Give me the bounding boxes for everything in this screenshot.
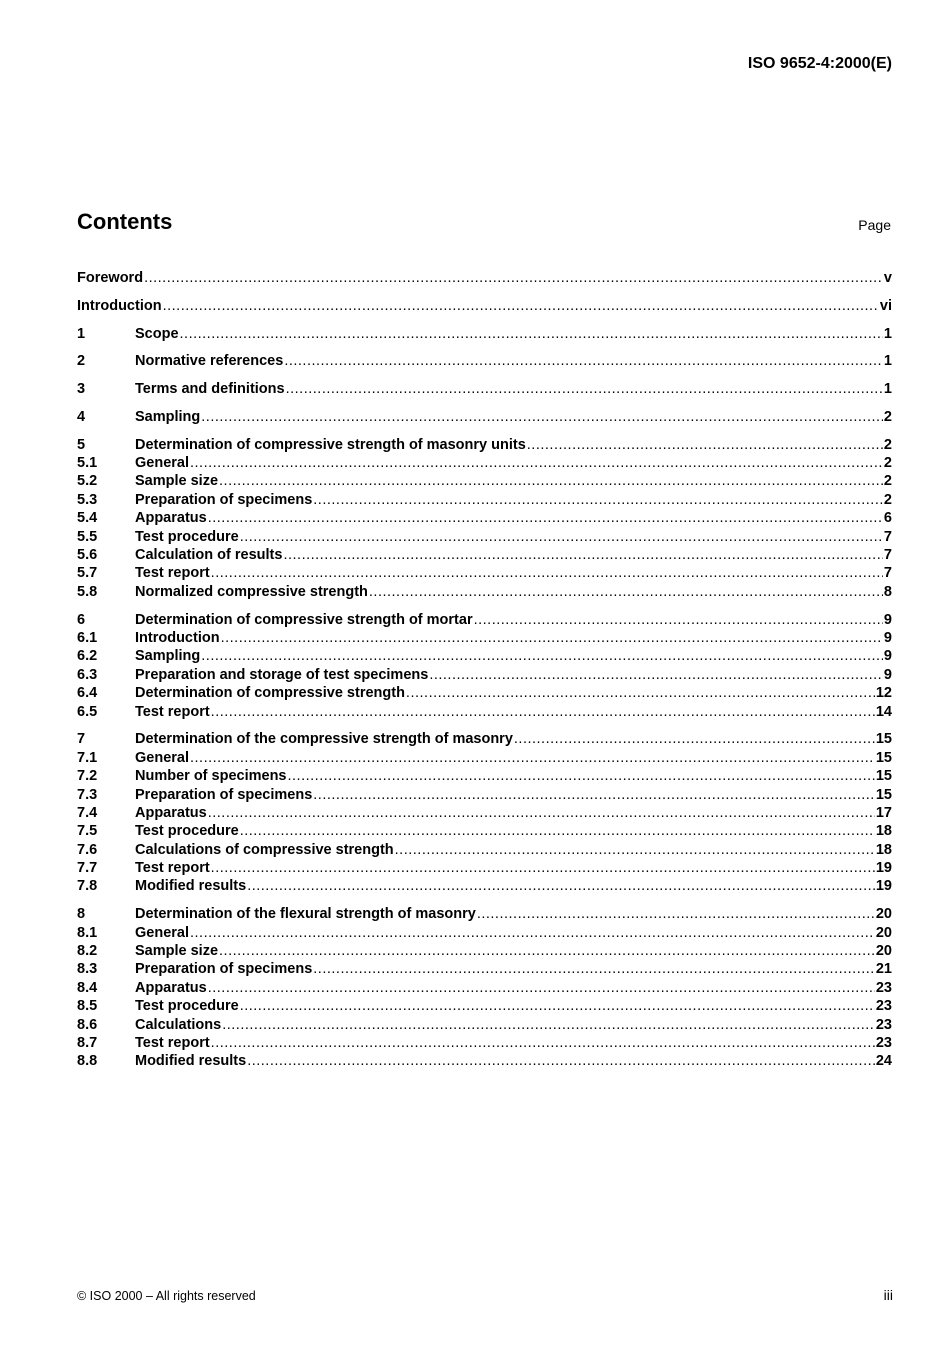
- toc-entry-title: Modified results: [135, 878, 247, 895]
- toc-entry[interactable]: [77, 905, 892, 923]
- toc-entry-page: 23: [875, 998, 892, 1015]
- toc-entry[interactable]: [77, 352, 892, 370]
- toc-entry-page: 2: [883, 491, 892, 508]
- dot-leader: [283, 546, 882, 564]
- toc-entry[interactable]: [77, 491, 892, 509]
- toc-entry-title: Test procedure: [135, 823, 239, 840]
- toc-entry-title: Determination of the flexural strength of masonry: [135, 906, 476, 923]
- toc-entry-number: 8.4: [77, 979, 98, 996]
- toc-entry-title: Determination of compressive strength: [135, 685, 405, 702]
- dot-leader: [527, 436, 883, 454]
- toc-entry-number: 5: [77, 436, 86, 453]
- toc-entry-page: vi: [879, 297, 892, 314]
- toc-entry-title: Calculation of results: [135, 547, 283, 564]
- toc-entry-page: 20: [875, 924, 892, 941]
- toc-entry-title: Test procedure: [135, 528, 239, 545]
- toc-entry[interactable]: [77, 1034, 892, 1052]
- toc-entry-page: 1: [883, 381, 892, 398]
- dot-leader: [208, 804, 875, 822]
- toc-entry[interactable]: [77, 979, 892, 997]
- dot-leader: [219, 472, 883, 490]
- page-column-label: Page: [858, 217, 891, 233]
- toc-entry[interactable]: [77, 822, 892, 840]
- toc-entry[interactable]: [77, 960, 892, 978]
- toc-entry-page: 7: [883, 528, 892, 545]
- toc-entry-number: 5.2: [77, 473, 98, 490]
- toc-entry-number: 7.1: [77, 749, 98, 766]
- toc-entry-title: Test report: [135, 565, 210, 582]
- toc-entry-page: 2: [883, 436, 892, 453]
- toc-entry-number: 3: [77, 381, 86, 398]
- toc-entry-page: 1: [883, 353, 892, 370]
- toc-entry-title: Sampling: [135, 648, 201, 665]
- dot-leader: [474, 611, 883, 629]
- toc-entry[interactable]: [77, 859, 892, 877]
- toc-entry-title: Apparatus: [135, 804, 207, 821]
- toc-entry-title: Sampling: [135, 408, 201, 425]
- toc-entry[interactable]: [77, 804, 892, 822]
- dot-leader: [313, 786, 875, 804]
- toc-entry-number: 5.1: [77, 455, 98, 472]
- toc-entry-page: 7: [883, 565, 892, 582]
- toc-entry-page: 6: [883, 510, 892, 527]
- toc-entry-page: 12: [875, 685, 892, 702]
- dot-leader: [477, 905, 875, 923]
- toc-entry-number: 5.4: [77, 510, 98, 527]
- dot-leader: [211, 564, 883, 582]
- toc-entry-title: Apparatus: [135, 979, 207, 996]
- toc-entry[interactable]: [77, 666, 892, 684]
- toc-entry-number: 5.6: [77, 547, 98, 564]
- dot-leader: [211, 1034, 875, 1052]
- toc-entry-page: 9: [883, 666, 892, 683]
- toc-entry-number: 6.1: [77, 629, 98, 646]
- dot-leader: [222, 1016, 875, 1034]
- toc-entry-page: 14: [875, 703, 892, 720]
- toc-entry[interactable]: [77, 703, 892, 721]
- toc-entry-page: 9: [883, 648, 892, 665]
- toc-entry[interactable]: [77, 436, 892, 454]
- toc-entry-title: Introduction: [135, 629, 220, 646]
- toc-entry-number: 7.7: [77, 860, 98, 877]
- dot-leader: [190, 924, 875, 942]
- toc-entry-title: Preparation of specimens: [135, 961, 313, 978]
- toc-entry-title: General: [135, 749, 189, 766]
- dot-leader: [514, 730, 875, 748]
- toc-entry-number: 1: [77, 325, 86, 342]
- toc-entry-page: 24: [875, 1053, 892, 1070]
- toc-entry-page: 2: [883, 455, 892, 472]
- dot-leader: [284, 352, 883, 370]
- page-title: Contents: [77, 209, 173, 234]
- toc-entry-page: 2: [883, 408, 892, 425]
- toc-entry-title: Sample size: [135, 473, 219, 490]
- toc-entry-number: 4: [77, 408, 86, 425]
- toc-entry[interactable]: [77, 942, 892, 960]
- toc-entry-title: Test report: [135, 860, 210, 877]
- toc-entry-number: 7: [77, 731, 86, 748]
- toc-entry-number: 6: [77, 611, 86, 628]
- toc-entry[interactable]: [77, 997, 892, 1015]
- toc-entry-page: 20: [875, 943, 892, 960]
- toc-entry-page: 9: [883, 611, 892, 628]
- toc-entry[interactable]: [77, 684, 892, 702]
- toc-entry-page: 17: [875, 804, 892, 821]
- document-id: ISO 9652-4:2000(E): [747, 55, 892, 72]
- toc-entry-page: 23: [875, 979, 892, 996]
- toc-entry-number: 8.6: [77, 1016, 98, 1033]
- toc-entry-page: 7: [883, 547, 892, 564]
- toc-entry-title: Determination of compressive strength of mortar: [135, 611, 473, 628]
- toc-entry-page: 23: [875, 1034, 892, 1051]
- toc-entry-page: 1: [883, 325, 892, 342]
- dot-leader: [190, 454, 883, 472]
- toc-entry-number: 7.5: [77, 823, 98, 840]
- toc-entry-page: v: [883, 270, 892, 286]
- toc-entry-page: 15: [875, 731, 892, 748]
- dot-leader: [211, 859, 875, 877]
- dot-leader: [288, 767, 875, 785]
- dot-leader: [369, 583, 883, 601]
- toc-entry-number: 2: [77, 353, 86, 370]
- toc-entry-page: 23: [875, 1016, 892, 1033]
- toc-entry-number: 8.5: [77, 998, 98, 1015]
- toc-entry[interactable]: [77, 564, 892, 582]
- toc-entry-title: Introduction: [77, 297, 162, 314]
- toc-entry-page: 21: [875, 961, 892, 978]
- toc-entry[interactable]: [77, 325, 892, 343]
- toc-entry-number: 7.2: [77, 768, 98, 785]
- toc-entry-number: 7.8: [77, 878, 98, 895]
- toc-entry-title: Sample size: [135, 943, 219, 960]
- toc-entry-number: 6.5: [77, 703, 98, 720]
- toc-entry-page: 19: [875, 860, 892, 877]
- toc-entry[interactable]: [77, 269, 892, 287]
- table-of-contents: [77, 269, 892, 1071]
- toc-entry-number: 7.4: [77, 804, 98, 821]
- toc-entry-page: 15: [875, 768, 892, 785]
- toc-entry[interactable]: [77, 472, 892, 490]
- toc-entry[interactable]: [77, 924, 892, 942]
- toc-entry-title: General: [135, 924, 189, 941]
- toc-entry-number: 5.3: [77, 491, 98, 508]
- toc-entry-title: Determination of the compressive strength of masonry: [135, 731, 513, 748]
- toc-entry[interactable]: [77, 408, 892, 426]
- dot-leader: [201, 647, 883, 665]
- toc-entry-number: 8.7: [77, 1034, 98, 1051]
- toc-entry-number: 6.4: [77, 685, 98, 702]
- toc-entry-title: Test report: [135, 703, 210, 720]
- dot-leader: [208, 509, 883, 527]
- dot-leader: [406, 684, 875, 702]
- toc-entry-title: Normalized compressive strength: [135, 583, 368, 600]
- toc-entry-title: Test procedure: [135, 998, 239, 1015]
- toc-entry-number: 8.8: [77, 1053, 98, 1070]
- dot-leader: [180, 325, 883, 343]
- dot-leader: [201, 408, 883, 426]
- toc-entry[interactable]: [77, 1016, 892, 1034]
- toc-entry[interactable]: [77, 509, 892, 527]
- dot-leader: [144, 269, 883, 287]
- toc-entry-number: 7.3: [77, 786, 98, 803]
- dot-leader: [395, 841, 875, 859]
- copyright-notice: © ISO 2000 – All rights reserved: [77, 1289, 256, 1303]
- toc-entry-page: 18: [875, 841, 892, 858]
- toc-entry-page: 2: [883, 473, 892, 490]
- toc-entry-number: 6.2: [77, 648, 98, 665]
- toc-entry-title: Preparation and storage of test specimens: [135, 666, 429, 683]
- toc-entry-title: Foreword: [77, 270, 144, 286]
- dot-leader: [221, 629, 883, 647]
- toc-entry-number: 8.3: [77, 961, 98, 978]
- toc-entry-number: 5.5: [77, 528, 98, 545]
- toc-entry[interactable]: [77, 380, 892, 398]
- toc-entry-number: 6.3: [77, 666, 98, 683]
- toc-entry[interactable]: [77, 767, 892, 785]
- toc-entry-page: 18: [875, 823, 892, 840]
- dot-leader: [240, 997, 875, 1015]
- toc-entry-title: Test report: [135, 1034, 210, 1051]
- toc-entry-title: Terms and definitions: [135, 381, 285, 398]
- toc-entry-number: 5.7: [77, 565, 98, 582]
- toc-entry-title: Preparation of specimens: [135, 786, 313, 803]
- toc-entry[interactable]: [77, 528, 892, 546]
- toc-entry[interactable]: [77, 841, 892, 859]
- toc-entry-title: Calculations of compressive strength: [135, 841, 394, 858]
- toc-entry[interactable]: [77, 647, 892, 665]
- toc-entry[interactable]: [77, 546, 892, 564]
- toc-entry[interactable]: [77, 877, 892, 895]
- toc-entry[interactable]: [77, 297, 892, 315]
- toc-entry[interactable]: [77, 1052, 892, 1070]
- toc-entry-title: Modified results: [135, 1053, 247, 1070]
- dot-leader: [240, 528, 883, 546]
- toc-entry-number: 5.8: [77, 583, 98, 600]
- dot-leader: [313, 960, 875, 978]
- dot-leader: [190, 749, 875, 767]
- dot-leader: [313, 491, 883, 509]
- toc-entry-page: 15: [875, 749, 892, 766]
- dot-leader: [208, 979, 875, 997]
- dot-leader: [247, 1052, 875, 1070]
- dot-leader: [211, 703, 875, 721]
- toc-entry-page: 15: [875, 786, 892, 803]
- toc-entry-title: Calculations: [135, 1016, 222, 1033]
- dot-leader: [247, 877, 875, 895]
- toc-entry-title: General: [135, 455, 189, 472]
- page-number: iii: [883, 1287, 893, 1303]
- toc-entry-page: 19: [875, 878, 892, 895]
- toc-entry-title: Normative references: [135, 353, 284, 370]
- dot-leader: [219, 942, 875, 960]
- toc-entry-title: Scope: [135, 325, 179, 342]
- toc-entry[interactable]: [77, 730, 892, 748]
- toc-entry[interactable]: [77, 786, 892, 804]
- toc-entry[interactable]: [77, 454, 892, 472]
- toc-entry-title: Determination of compressive strength of masonry units: [135, 436, 526, 453]
- toc-entry-page: 8: [883, 583, 892, 600]
- toc-entry-title: Number of specimens: [135, 768, 287, 785]
- toc-entry-number: 7.6: [77, 841, 98, 858]
- toc-entry-number: 8.2: [77, 943, 98, 960]
- dot-leader: [163, 297, 879, 315]
- toc-entry[interactable]: [77, 583, 892, 601]
- toc-entry-page: 9: [883, 629, 892, 646]
- toc-entry[interactable]: [77, 611, 892, 629]
- toc-entry-number: 8: [77, 906, 86, 923]
- toc-entry[interactable]: [77, 749, 892, 767]
- dot-leader: [240, 822, 875, 840]
- dot-leader: [286, 380, 883, 398]
- toc-entry[interactable]: [77, 629, 892, 647]
- toc-entry-title: Apparatus: [135, 510, 207, 527]
- dot-leader: [429, 666, 883, 684]
- toc-entry-title: Preparation of specimens: [135, 491, 313, 508]
- toc-entry-number: 8.1: [77, 924, 98, 941]
- toc-entry-page: 20: [875, 906, 892, 923]
